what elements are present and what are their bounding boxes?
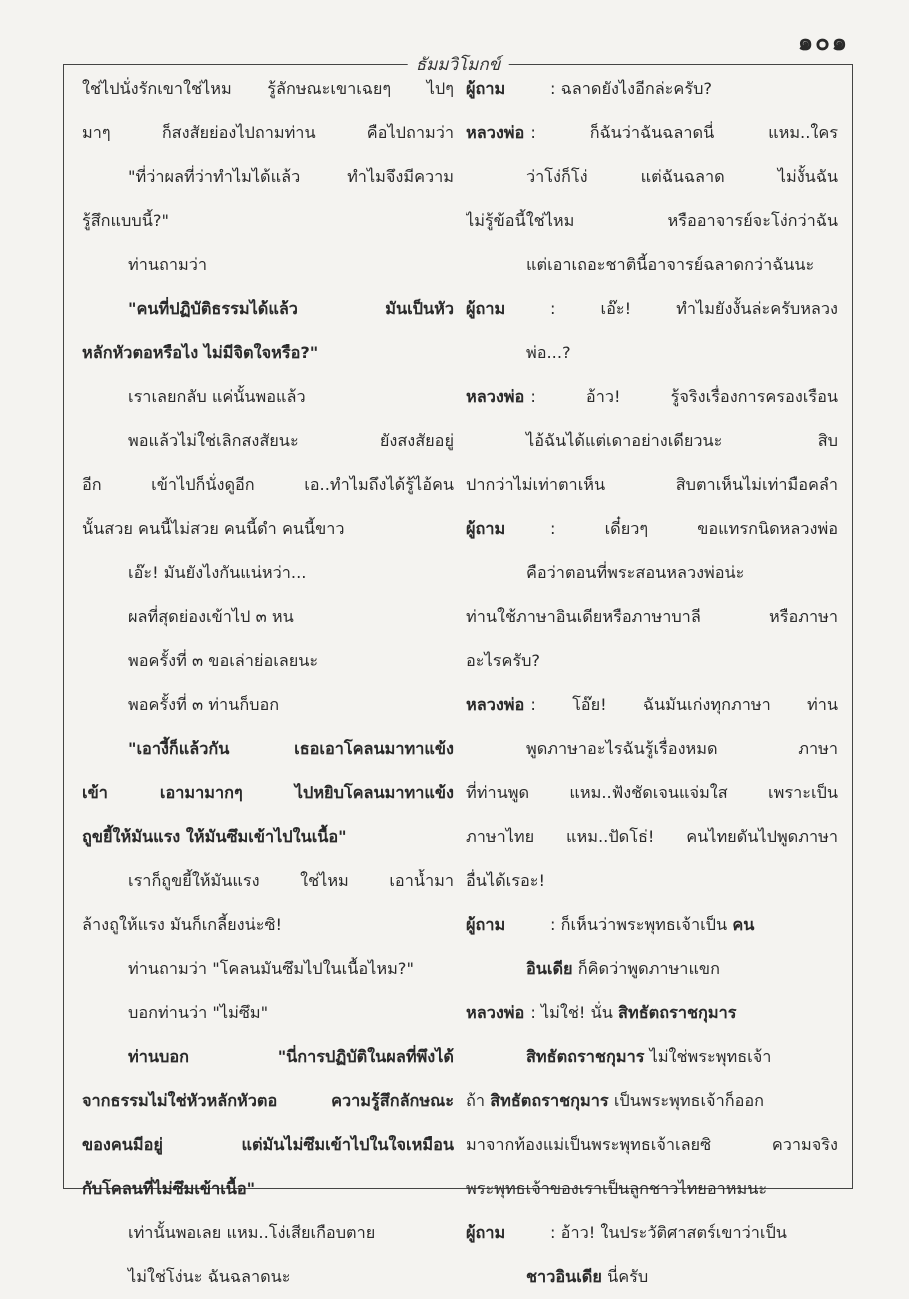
- dialogue-line: ผู้ถาม : ก็เห็นว่าพระพุทธเจ้าเป็น คน: [466, 903, 838, 947]
- text-line: มาจากท้องแม่เป็นพระพุทธเจ้าเลยซิ ความจริง: [466, 1135, 838, 1154]
- text-line: ปากว่าไม่เท่าตาเห็น สิบตาเห็นไม่เท่ามือคลำ: [466, 475, 838, 494]
- running-header: ธัมมวิโมกข์: [408, 51, 509, 78]
- speaker-label: ผู้ถาม: [466, 1223, 506, 1242]
- text-line: กับโคลนที่ไม่ซึมเข้าเนื้อ": [82, 1179, 256, 1198]
- text-line: มาๆ ก็สงสัยย่องไปถามท่าน คือไปถามว่า: [82, 123, 454, 142]
- text-line: ผลที่สุดย่องเข้าไป ๓ หน: [128, 607, 294, 626]
- text-line: นั้นสวย คนนี้ไม่สวย คนนี้ดำ คนนี้ขาว: [82, 519, 345, 538]
- text-line: "ที่ว่าผลที่ว่าทำไมได้แล้ว ทำไมจึงมีความ: [128, 167, 454, 186]
- text-line: ถูขยี้ให้มันแรง ให้มันซึมเข้าไปในเนื้อ": [82, 827, 347, 846]
- text-frame: [63, 55, 853, 1286]
- text-line: ไอ้ฉันได้แต่เดาอย่างเดียวนะ สิบ: [526, 431, 838, 450]
- text-line: ที่ท่านพูด แหม..ฟังชัดเจนแจ่มใส เพราะเป็น: [466, 783, 838, 802]
- text-line: อื่นได้เรอะ!: [466, 871, 546, 890]
- speaker-label: หลวงพ่อ: [466, 695, 525, 714]
- speaker-label: หลวงพ่อ: [466, 387, 525, 406]
- dialogue-line: หลวงพ่อ : ไม่ใช่! นั่น สิทธัตถราชกุมาร: [466, 991, 838, 1035]
- page-number: ๑๐๑: [797, 28, 849, 56]
- dialogue-line: ผู้ถาม : อ้าว! ในประวัติศาสตร์เขาว่าเป็น: [466, 1211, 838, 1255]
- speaker-label: ผู้ถาม: [466, 299, 506, 318]
- text-line: ถ้า สิทธัตถราชกุมาร เป็นพระพุทธเจ้าก็ออก: [466, 1079, 838, 1123]
- text-line: ของคนมีอยู่ แต่มันไม่ซึมเข้าไปในใจเหมือน: [82, 1135, 454, 1154]
- dialogue-line: หลวงพ่อ : อ้าว! รู้จริงเรื่องการครองเรือน: [466, 375, 838, 419]
- text-line: ชาวอินเดีย นี่ครับ: [466, 1255, 838, 1299]
- dialogue-line: ผู้ถาม : ฉลาดยังไงอีกล่ะครับ?: [466, 67, 838, 111]
- text-line: เข้า เอามามากๆ ไปหยิบโคลนมาทาแข้ง: [82, 783, 454, 802]
- text-line: ภาษาไทย แหม..ปัดโธ่! คนไทยดันไปพูดภาษา: [466, 827, 838, 846]
- text-line: สิทธัตถราชกุมาร ไม่ใช่พระพุทธเจ้า: [466, 1035, 838, 1079]
- speaker-label: หลวงพ่อ: [466, 1003, 525, 1022]
- text-line: พอแล้วไม่ใช่เลิกสงสัยนะ ยังสงสัยอยู่: [128, 431, 454, 450]
- speaker-label: ผู้ถาม: [466, 915, 506, 934]
- emphasis-text: ชาวอินเดีย: [526, 1267, 602, 1286]
- text-line: เท่านั้นพอเลย แหม..โง่เสียเกือบตาย: [128, 1223, 376, 1242]
- text-line: พูดภาษาอะไรฉันรู้เรื่องหมด ภาษา: [526, 739, 838, 758]
- text-line: เอ๊ะ! มันยังไงกันแน่หว่า...: [128, 563, 307, 582]
- text-line: ท่านถามว่า "โคลนมันซึมไปในเนื้อไหม?": [128, 959, 414, 978]
- speaker-label: หลวงพ่อ: [466, 123, 525, 142]
- text-line: ไม่รู้ข้อนี้ใช่ไหม หรืออาจารย์จะโง่กว่าฉัน: [466, 211, 838, 230]
- text-line: ท่านบอก "นี่การปฏิบัติในผลที่พึงได้: [128, 1047, 454, 1066]
- text-line: อะไรครับ?: [466, 651, 541, 670]
- text-line: ล้างถูให้แรง มันก็เกลี้ยงน่ะซิ!: [82, 915, 283, 934]
- text-line: อีก เข้าไปก็นั่งดูอีก เอ..ทำไมถึงได้รู้ไอ้คน: [82, 475, 454, 494]
- text-line: ท่านใช้ภาษาอินเดียหรือภาษาบาลี หรือภาษา: [466, 607, 838, 626]
- text-line: อินเดีย ก็คิดว่าพูดภาษาแขก: [466, 947, 838, 991]
- dialogue-line: ผู้ถาม : เดี๋ยวๆ ขอแทรกนิดหลวงพ่อ: [466, 507, 838, 551]
- emphasis-text: สิทธัตถราชกุมาร: [526, 1047, 645, 1066]
- emphasis-text: สิทธัตถราชกุมาร: [618, 1003, 737, 1022]
- left-column: [82, 67, 454, 1299]
- text-line: "คนที่ปฏิบัติธรรมได้แล้ว มันเป็นหัว: [128, 299, 454, 318]
- emphasis-text: สิทธัตถราชกุมาร: [490, 1091, 609, 1110]
- text-line: ว่าโง่ก็โง่ แต่ฉันฉลาด ไม่งั้นฉัน: [526, 167, 838, 186]
- text-line: ใช่ไปนั่งรักเขาใช่ไหม รู้ลักษณะเขาเฉยๆ ไปๆ: [82, 79, 454, 98]
- dialogue-line: หลวงพ่อ : ก็ฉันว่าฉันฉลาดนี่ แหม..ใคร: [466, 111, 838, 155]
- text-line: พอครั้งที่ ๓ ขอเล่าย่อเลยนะ: [128, 651, 319, 670]
- text-line: "เอางี้ก็แล้วกัน เธอเอาโคลนมาทาแข้ง: [128, 739, 454, 758]
- speaker-label: ผู้ถาม: [466, 519, 506, 538]
- text-line: คือว่าตอนที่พระสอนหลวงพ่อน่ะ: [526, 563, 745, 582]
- text-line: บอกท่านว่า "ไม่ซึม": [128, 1003, 269, 1022]
- text-line: พระพุทธเจ้าของเราเป็นลูกชาวไทยอาหมนะ: [466, 1179, 768, 1198]
- text-line: รู้สึกแบบนี้?": [82, 211, 169, 230]
- text-line: พ่อ...?: [526, 343, 571, 362]
- text-line: เราก็ถูขยี้ให้มันแรง ใช่ไหม เอาน้ำมา: [128, 871, 454, 890]
- text-line: ท่านถามว่า: [128, 255, 208, 274]
- text-line: ไม่ใช่โง่นะ ฉันฉลาดนะ: [128, 1267, 291, 1286]
- text-line: แต่เอาเถอะชาตินี้อาจารย์ฉลาดกว่าฉันนะ: [526, 255, 815, 274]
- right-column: [466, 67, 838, 1299]
- text-line: จากธรรมไม่ใช่หัวหลักหัวตอ ความรู้สึกลักษณะ: [82, 1091, 454, 1110]
- text-line: เราเลยกลับ แค่นั้นพอแล้ว: [128, 387, 306, 406]
- dialogue-line: ผู้ถาม : เอ๊ะ! ทำไมยังงั้นล่ะครับหลวง: [466, 287, 838, 331]
- emphasis-text: อินเดีย: [526, 959, 573, 978]
- dialogue-line: หลวงพ่อ : โอ๊ย! ฉันมันเก่งทุกภาษา ท่าน: [466, 683, 838, 727]
- speaker-label: ผู้ถาม: [466, 79, 506, 98]
- text-line: พอครั้งที่ ๓ ท่านก็บอก: [128, 695, 280, 714]
- text-line: หลักหัวตอหรือไง ไม่มีจิตใจหรือ?": [82, 343, 319, 362]
- emphasis-text: คน: [732, 915, 755, 934]
